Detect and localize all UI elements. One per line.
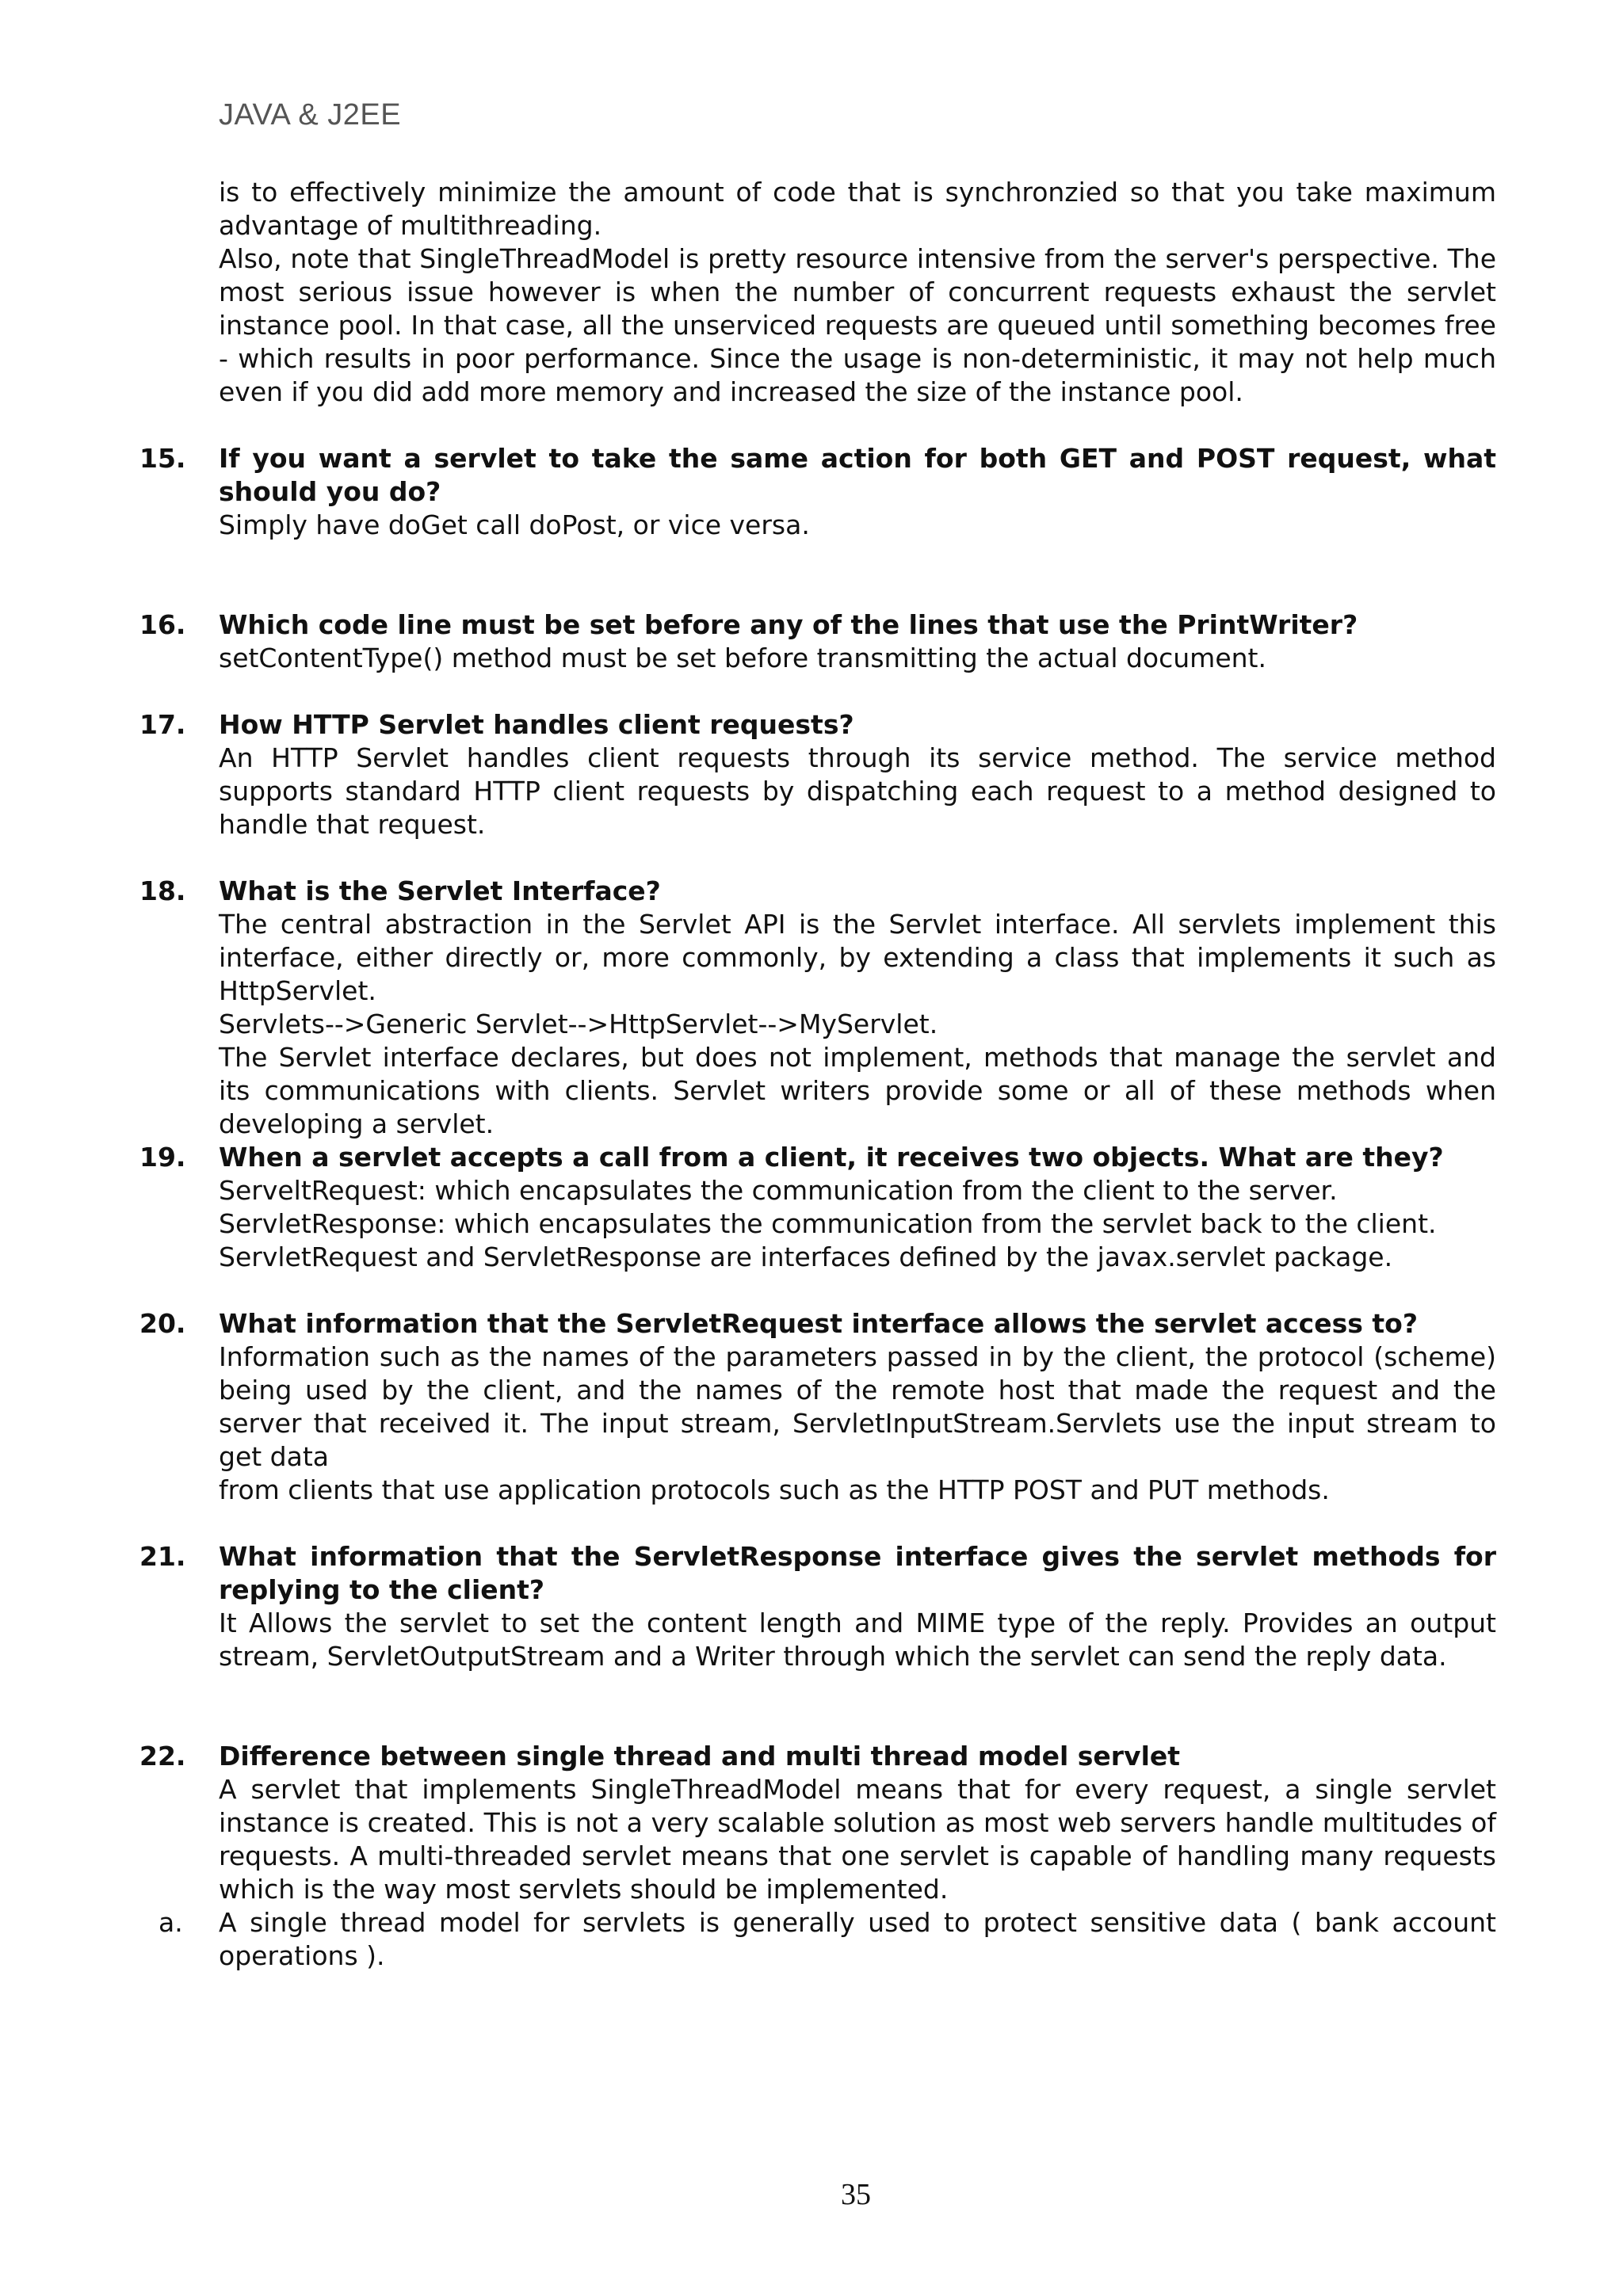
answer-text xyxy=(219,1773,1496,1906)
qa-item-19 xyxy=(139,1141,1496,1274)
answer-text xyxy=(219,908,1496,1141)
answer-paragraph: Information such as the names of the parameters passed in by the client, the protocol (scheme) being used by the client, and the names of the remote host that made the request and the server that received it. The input stream, ServletInputStream.Servlets use the input stream to get data xyxy=(219,1341,1496,1472)
question-label: What information that the ServletRequest interface allows the servlet access to? xyxy=(219,1308,1418,1339)
answer-paragraph: It Allows the servlet to set the content length and MIME type of the reply. Provides an output stream, ServletOutputStream and a Writer through which the servlet can send the reply data. xyxy=(219,1608,1496,1672)
question-number: 17. xyxy=(139,709,186,740)
qa-item-17 xyxy=(139,708,1496,841)
answer-paragraph: from clients that use application protocols such as the HTTP POST and PUT methods. xyxy=(219,1474,1330,1505)
question-text xyxy=(139,1740,1496,1773)
answer-text xyxy=(219,1241,1496,1274)
answer-text xyxy=(219,1341,1496,1507)
question-label: How HTTP Servlet handles client requests? xyxy=(219,709,854,740)
question-number: 20. xyxy=(139,1308,186,1339)
question-text xyxy=(139,1540,1496,1607)
page-number: 35 xyxy=(841,2178,871,2211)
question-label: What is the Servlet Interface? xyxy=(219,875,661,906)
qa-item-22 xyxy=(139,1740,1496,1973)
answer-paragraph: Simply have doGet call doPost, or vice versa. xyxy=(219,509,810,540)
qa-item-18 xyxy=(139,875,1496,1141)
question-number: 18. xyxy=(139,875,186,906)
qa-item-16 xyxy=(139,608,1496,675)
question-label: Difference between single thread and multi thread model servlet xyxy=(219,1741,1181,1772)
question-text xyxy=(139,1141,1496,1174)
question-number: 15. xyxy=(139,443,186,474)
qa-item-20 xyxy=(139,1307,1496,1507)
list-item-text: A single thread model for servlets is generally used to protect sensitive data ( bank account operations ). xyxy=(219,1907,1496,1971)
question-text xyxy=(139,1307,1496,1341)
intro-section xyxy=(139,176,1496,409)
qa-item-21 xyxy=(139,1540,1496,1673)
question-text xyxy=(139,442,1496,509)
list-item xyxy=(158,1906,1496,1973)
answer-paragraph: setContentType() method must be set before transmitting the actual document. xyxy=(219,643,1266,673)
list-item-marker: a. xyxy=(158,1907,183,1938)
question-label: Which code line must be set before any of the lines that use the PrintWriter? xyxy=(219,609,1358,640)
question-number: 16. xyxy=(139,609,186,640)
answer-text xyxy=(219,1607,1496,1673)
answer-paragraph: An HTTP Servlet handles client requests through its service method. The service method supports standard HTTP client requests by dispatching each request to a method designed to handle that request. xyxy=(219,742,1496,840)
question-number: 22. xyxy=(139,1741,186,1772)
question-text xyxy=(139,608,1496,642)
answer-paragraph: ServletResponse: which encapsulates the communication from the servlet back to the client. xyxy=(219,1208,1437,1239)
answer-text xyxy=(219,1174,1496,1207)
running-header: JAVA & J2EE xyxy=(219,98,402,132)
answer-text xyxy=(219,642,1496,675)
intro-paragraph: Also, note that SingleThreadModel is pretty resource intensive from the server's perspective. The most serious issue however is when the number of concurrent requests exhaust the servlet instance pool. In that case, all the unserviced requests are queued until something becomes free - which results in poor performance. Since the usage is non-deterministic, it may not help much even if you did add more memory and increased the size of the instance pool. xyxy=(219,243,1496,407)
answer-text xyxy=(219,509,1496,542)
answer-paragraph: Servlets-->Generic Servlet-->HttpServlet-->MyServlet. xyxy=(219,1009,938,1039)
answer-paragraph: A servlet that implements SingleThreadModel means that for every request, a single servlet instance is created. This is not a very scalable solution as most web servers handle multitudes of requests. A multi-threaded servlet means that one servlet is capable of handling many requests which is the way most servlets should be implemented. xyxy=(219,1774,1496,1905)
page-body xyxy=(139,176,1496,1973)
answer-text xyxy=(219,742,1496,841)
answer-paragraph: The central abstraction in the Servlet API is the Servlet interface. All servlets implement this interface, either directly or, more commonly, by extending a class that implements it such as HttpServlet. xyxy=(219,909,1496,1006)
intro-paragraph: is to effectively minimize the amount of code that is synchronzied so that you take maximum advantage of multithreading. xyxy=(219,177,1496,241)
answer-paragraph: ServeltRequest: which encapsulates the communication from the client to the server. xyxy=(219,1175,1338,1206)
question-number: 21. xyxy=(139,1541,186,1572)
question-label: If you want a servlet to take the same action for both GET and POST request, what should you do? xyxy=(219,443,1496,507)
answer-paragraph: The Servlet interface declares, but does not implement, methods that manage the servlet and its communications with clients. Servlet writers provide some or all of these methods when developing a servlet. xyxy=(219,1042,1496,1139)
question-label: When a servlet accepts a call from a client, it receives two objects. What are they? xyxy=(219,1142,1444,1173)
qa-item-15 xyxy=(139,442,1496,542)
question-text xyxy=(139,875,1496,908)
question-number: 19. xyxy=(139,1142,186,1173)
question-text xyxy=(139,708,1496,742)
question-label: What information that the ServletResponse interface gives the servlet methods for replying to the client? xyxy=(219,1541,1496,1605)
answer-paragraph: ServletRequest and ServletResponse are interfaces defined by the javax.servlet package. xyxy=(219,1241,1393,1272)
